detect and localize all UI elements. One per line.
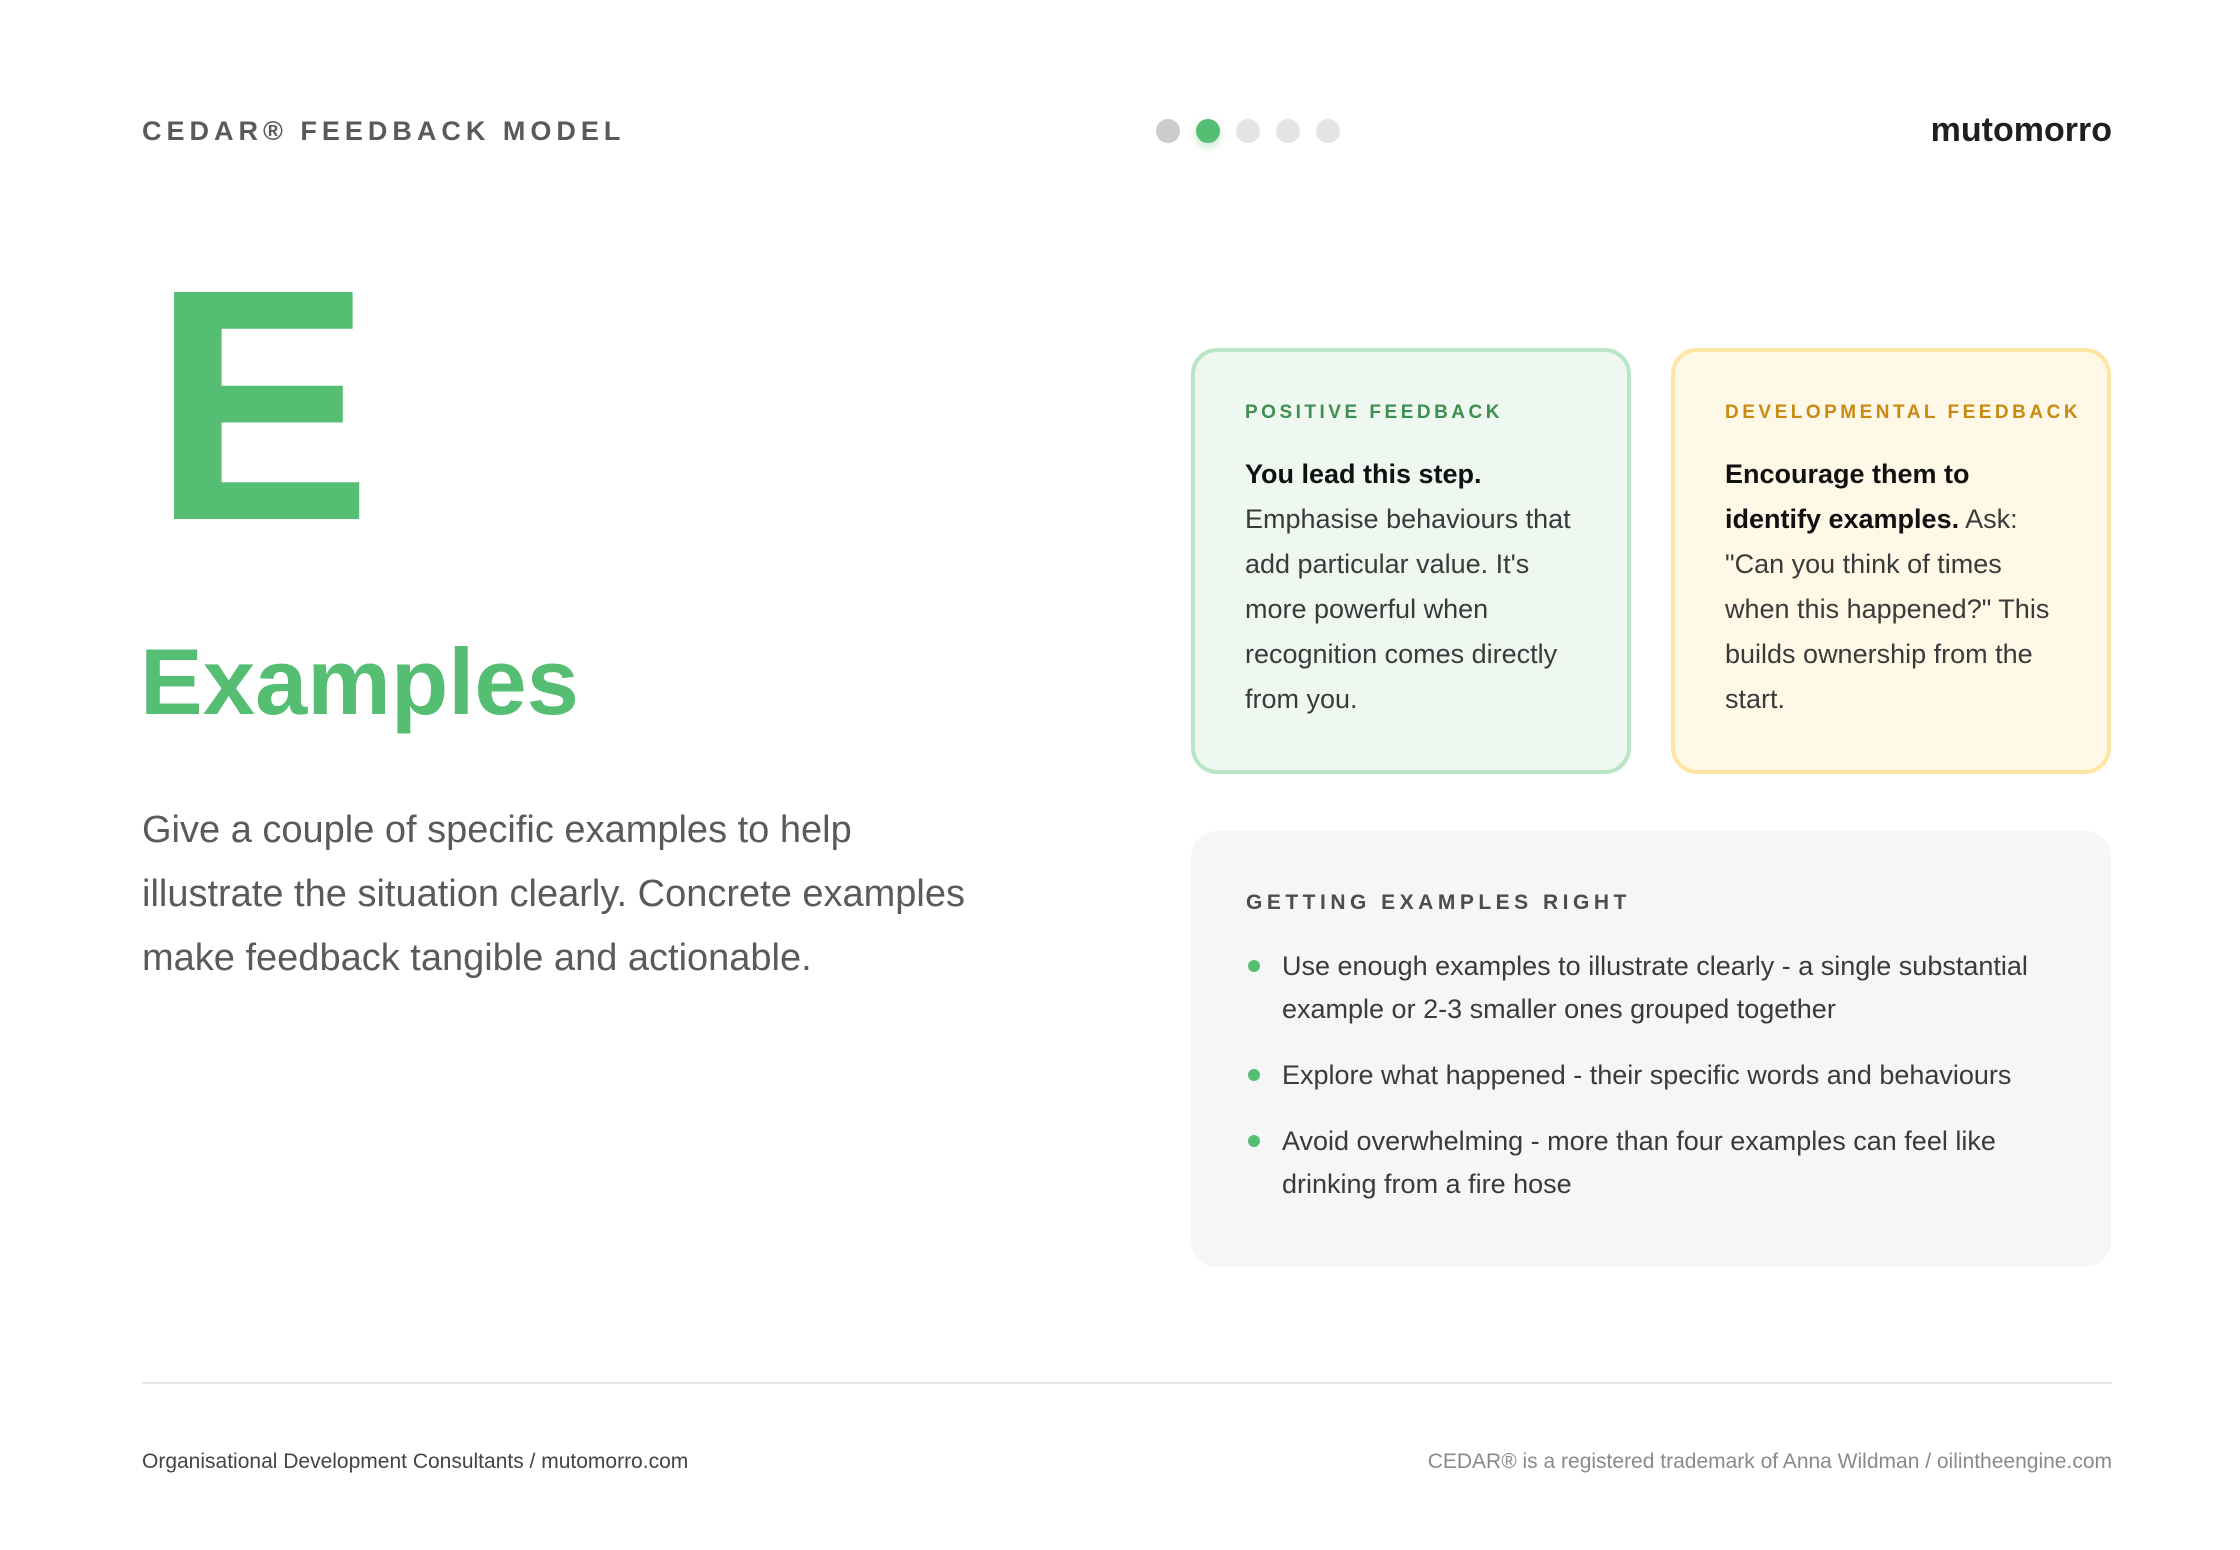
developmental-feedback-text: Ask: "Can you think of times when this happened?" This builds ownership from the start. (1725, 504, 2050, 714)
footer-left-text: Organisational Development Consultants / mutomorro.com (142, 1450, 689, 1473)
positive-feedback-lead: You lead this step. (1245, 459, 1482, 489)
bullet-dot-icon (1248, 1069, 1260, 1081)
progress-dot-4[interactable] (1276, 119, 1300, 143)
brand-logo: mutomorro (1930, 111, 2112, 149)
list-item-text: Use enough examples to illustrate clearly - a single substantial example or 2-3 smaller ones grouped together (1282, 951, 2028, 1024)
section-title: Examples (140, 629, 579, 734)
list-item-text: Explore what happened - their specific words and behaviours (1282, 1060, 2012, 1090)
step-letter: E (152, 220, 373, 589)
tips-card (1191, 831, 2111, 1267)
positive-feedback-label: POSITIVE FEEDBACK (1245, 402, 1503, 423)
positive-feedback-card (1191, 348, 1631, 774)
tips-label: GETTING EXAMPLES RIGHT (1246, 891, 1631, 914)
positive-feedback-text: Emphasise behaviours that add particular value. It's more powerful when recognition comes directly from you. (1245, 504, 1571, 714)
list-item (1246, 1120, 2051, 1206)
intro-text: Give a couple of specific examples to help illustrate the situation clearly. Concrete examples make feedback tangible and actionable. (142, 809, 966, 979)
developmental-feedback-label: DEVELOPMENTAL FEEDBACK (1725, 402, 2082, 423)
footer-right-text: CEDAR® is a registered trademark of Anna Wildman / oilintheengine.com (1427, 1450, 2112, 1473)
progress-dots (1156, 119, 1340, 143)
progress-dot-5[interactable] (1316, 119, 1340, 143)
model-title: CEDAR® FEEDBACK MODEL (142, 116, 626, 146)
list-item (1246, 945, 2051, 1031)
progress-dot-3[interactable] (1236, 119, 1260, 143)
footer-divider (142, 1382, 2112, 1384)
bullet-dot-icon (1248, 1135, 1260, 1147)
developmental-feedback-body (1725, 452, 2059, 722)
list-item (1246, 1054, 2051, 1097)
progress-dot-1[interactable] (1156, 119, 1180, 143)
developmental-feedback-card (1671, 348, 2111, 774)
positive-feedback-body (1245, 452, 1579, 722)
bullet-dot-icon (1248, 960, 1260, 972)
tips-list (1246, 945, 2051, 1206)
list-item-text: Avoid overwhelming - more than four examples can feel like drinking from a fire hose (1282, 1126, 1996, 1199)
progress-dot-2[interactable] (1196, 119, 1220, 143)
developmental-feedback-lead: Encourage them to identify examples. (1725, 459, 1970, 534)
